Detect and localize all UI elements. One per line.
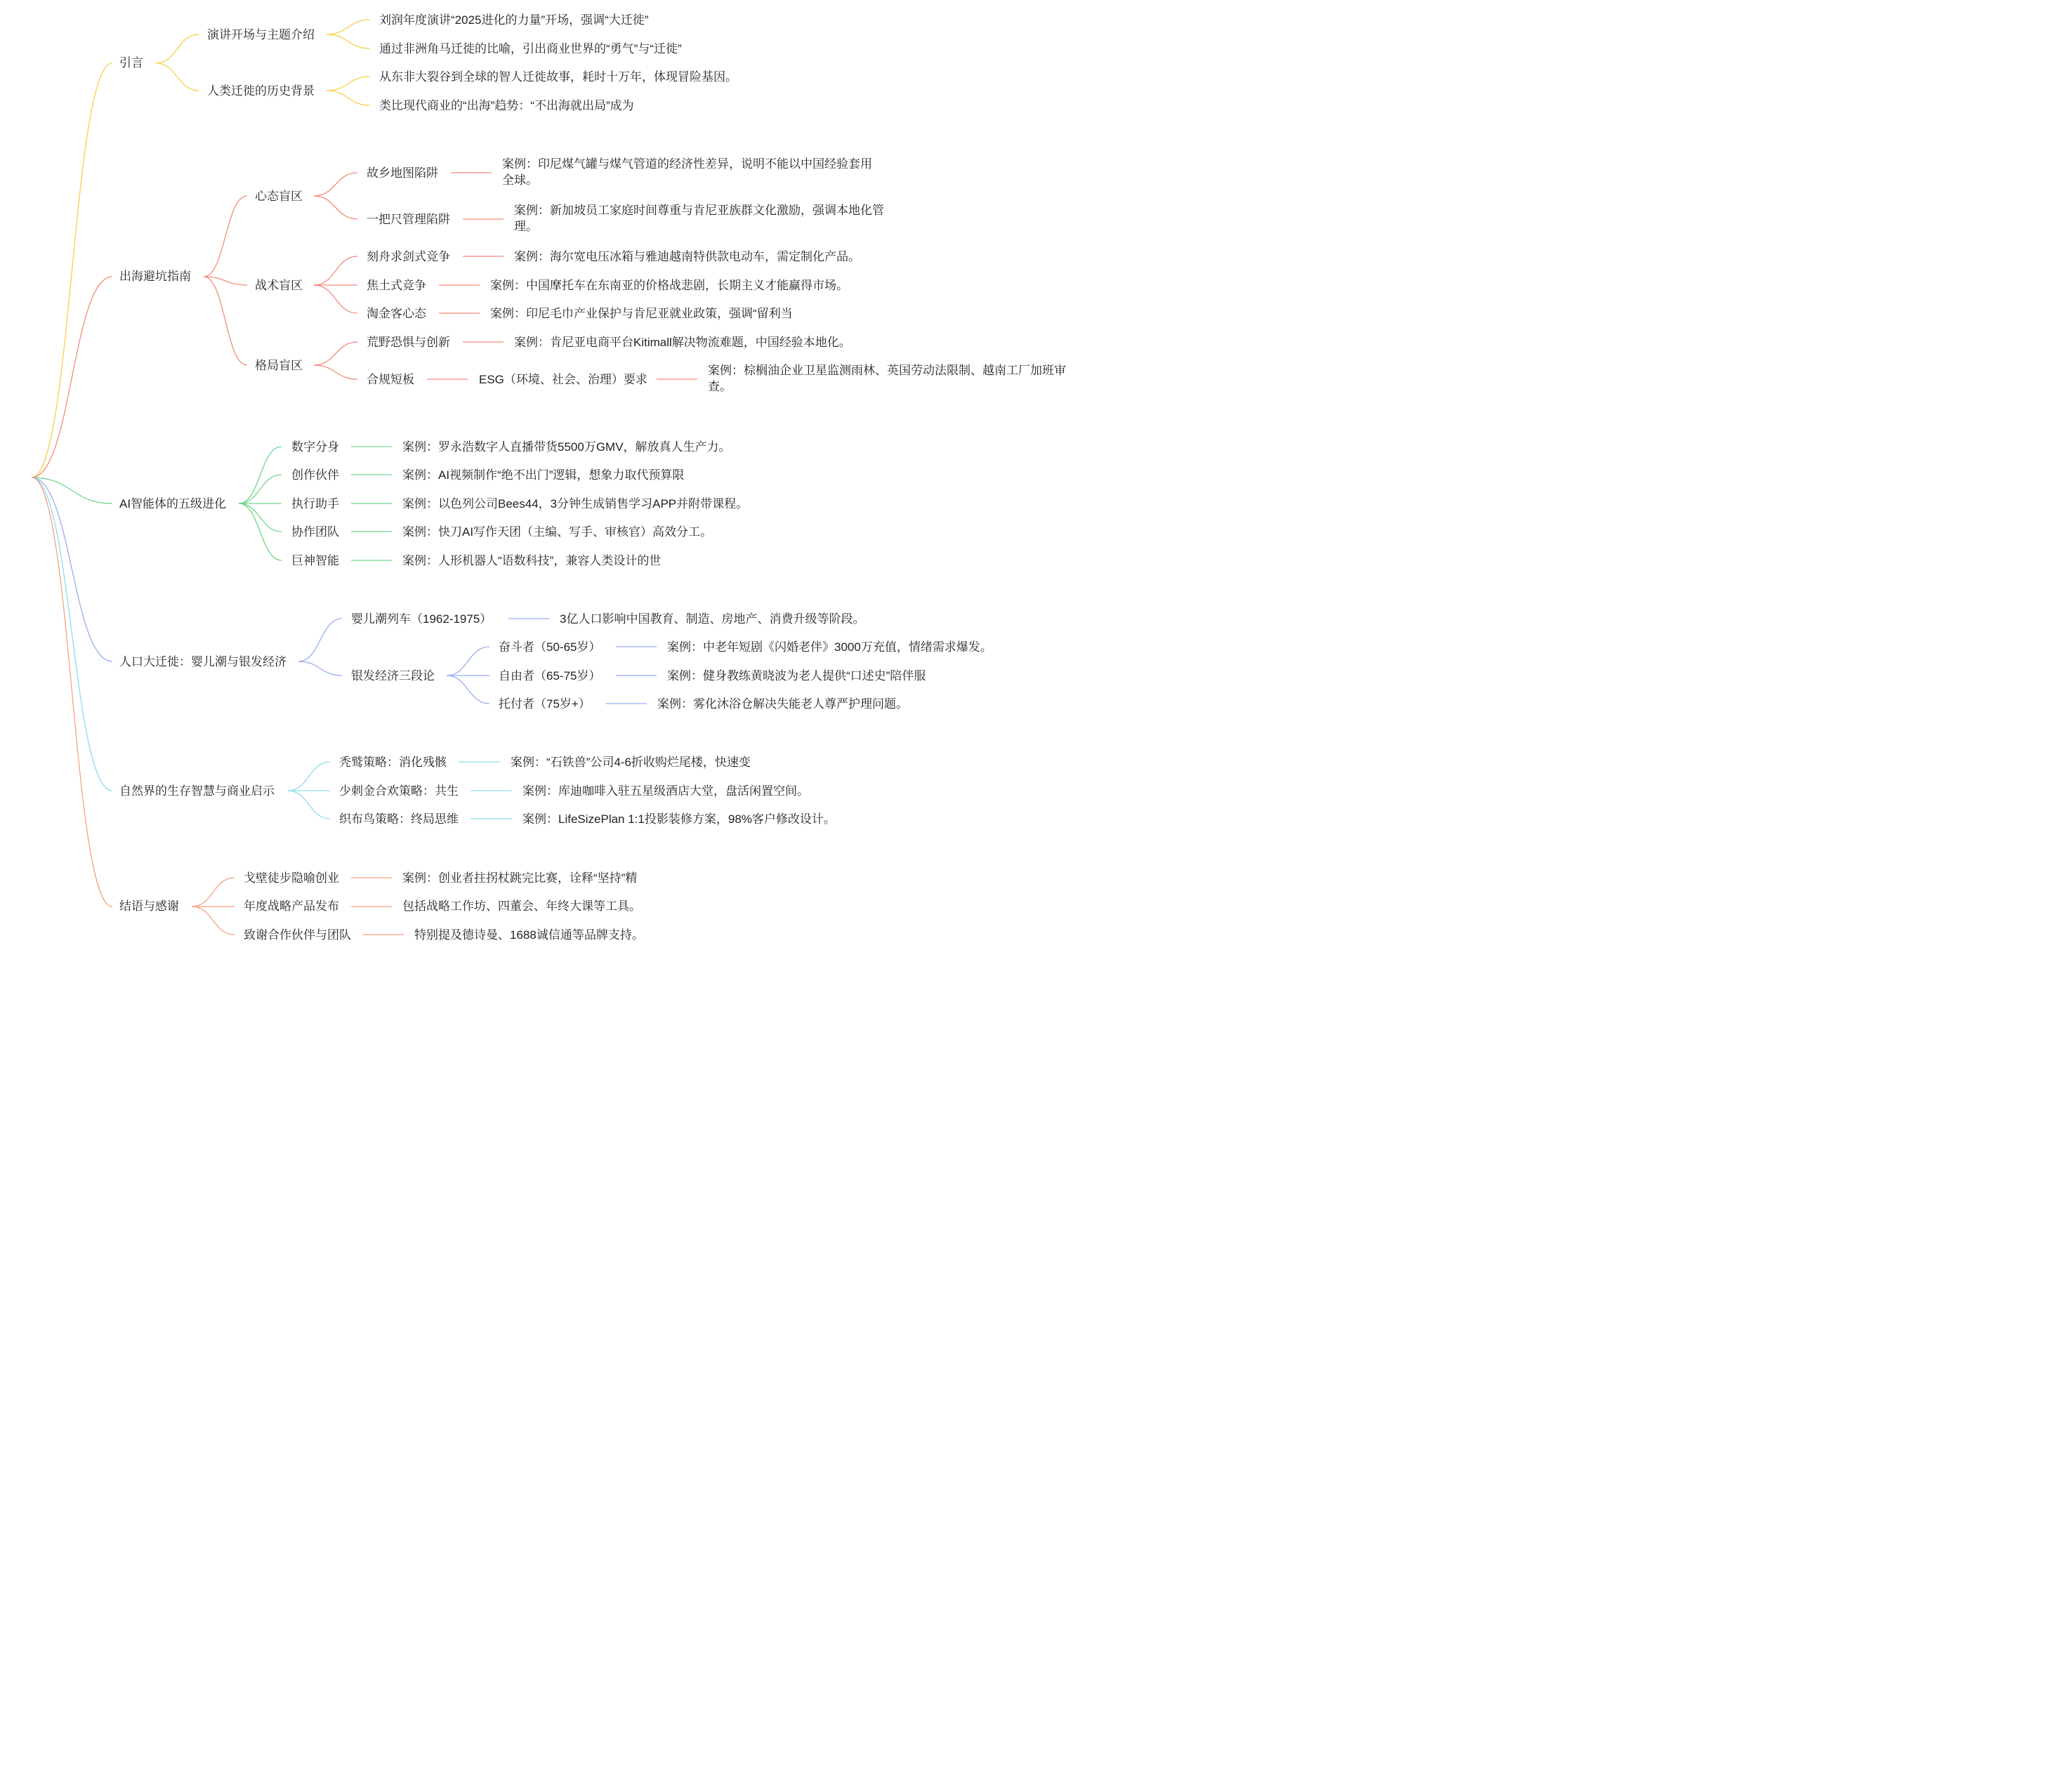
connector-curve	[314, 285, 357, 313]
leaf-nature-acacia: 案例：库迪咖啡入驻五星级酒店大堂，盘活闲置空间。	[522, 784, 809, 798]
connector-curve	[239, 503, 282, 560]
node-guide-wilderness: 荒野恐惧与创新	[367, 336, 450, 349]
connector-curve	[192, 907, 235, 935]
node-nature-weaver: 织布鸟策略：终局思维	[339, 812, 459, 826]
node-guide-esg: ESG（环境、社会、治理）要求	[479, 373, 647, 386]
leaf-guide-carve-boat: 案例：海尔宽电压冰箱与雅迪越南特供款电动车，需定制化产品。	[514, 250, 860, 263]
connector-curve	[288, 762, 330, 791]
connector-curve	[447, 676, 489, 704]
connector-curve	[32, 63, 112, 477]
leaf-ai-digital-twin: 案例：罗永浩数字人直播带货5500万GMV，解放真人生产力。	[402, 440, 731, 454]
leaf-guide-hometown-map: 案例：印尼煤气罐与煤气管道的经济性差异，说明不能以中国经验套用全球。	[502, 157, 872, 187]
connector-curve	[327, 91, 370, 105]
leaf-ai-team: 案例：快刀AI写作天团（主编、写手、审核官）高效分工。	[402, 525, 713, 539]
node-guide-carve-boat: 刻舟求剑式竞争	[367, 250, 450, 263]
connector-curve	[204, 196, 247, 277]
node-guide-one-ruler: 一把尺管理陷阱	[367, 213, 450, 226]
connector-curve	[204, 277, 247, 285]
connector-curve	[327, 34, 370, 48]
connector-curve	[192, 878, 235, 907]
connector-curve	[156, 63, 199, 91]
node-guide-tactics: 战术盲区	[255, 279, 303, 292]
node-guide-pattern: 格局盲区	[255, 359, 303, 372]
node-intro-opening: 演讲开场与主题介绍	[207, 28, 315, 41]
node-guide-scorched-earth: 焦土式竞争	[367, 279, 426, 292]
leaf-intro-opening-2: 通过非洲角马迁徙的比喻，引出商业世界的“勇气”与“迁徙”	[379, 42, 682, 55]
node-ai-creative-partner: 创作伙伴	[291, 468, 339, 482]
leaf-intro-history-1: 从东非大裂谷到全球的智人迁徙故事，耗时十万年，体现冒险基因。	[379, 70, 737, 84]
node-population: 人口大迁徙：婴儿潮与银发经济	[119, 655, 287, 668]
node-closing: 结语与感谢	[119, 900, 179, 913]
connector-curve	[327, 77, 370, 91]
connector-curve	[288, 791, 330, 819]
connector-curve	[32, 277, 112, 477]
leaf-population-striver: 案例：中老年短剧《闪婚老伴》3000万充值，情绪需求爆发。	[667, 640, 992, 654]
node-nature-vulture: 秃鹫策略：消化残骸	[339, 756, 447, 769]
connector-curve	[314, 196, 357, 219]
leaf-guide-scorched-earth: 案例：中国摩托车在东南亚的价格战悲剧，长期主义才能赢得市场。	[490, 279, 848, 292]
leaf-population-entrusted: 案例：雾化沐浴仓解决失能老人尊严护理问题。	[657, 697, 908, 711]
connector-curve	[314, 342, 357, 365]
connector-curve	[447, 647, 489, 676]
connector-curve	[239, 503, 282, 532]
node-ai-team: 协作团队	[291, 525, 339, 539]
connector-curve	[298, 619, 342, 661]
leaf-closing-products: 包括战略工作坊、四董会、年终大课等工具。	[402, 900, 641, 913]
leaf-population-free: 案例：健身教练黄晓波为老人提供“口述史”陪伴服	[667, 669, 926, 683]
connector-curve	[239, 475, 282, 503]
connector-curve	[32, 477, 112, 791]
connector-curve	[298, 661, 342, 676]
leaf-intro-history-2: 类比现代商业的“出海”趋势：“不出海就出局”成为	[379, 99, 634, 112]
node-ai: AI智能体的五级进化	[119, 497, 227, 510]
leaf-guide-gold-rush: 案例：印尼毛巾产业保护与肯尼亚就业政策，强调“留利当	[490, 307, 793, 320]
node-closing-gobi: 戈壁徒步隐喻创业	[244, 871, 339, 885]
node-ai-exec-assistant: 执行助手	[291, 497, 339, 510]
connector-curve	[32, 477, 112, 503]
leaf-closing-gobi: 案例：创业者拄拐杖跳完比赛，诠释“坚持”精	[402, 871, 638, 885]
leaf-nature-vulture: 案例：“石铁兽”公司4-6折收购烂尾楼，快速变	[511, 756, 751, 769]
node-nature-acacia: 少刺金合欢策略：共生	[339, 784, 459, 798]
leaf-population-baby-boom: 3亿人口影响中国教育、制造、房地产、消费升级等阶段。	[560, 612, 865, 626]
connector-curve	[327, 20, 370, 34]
leaf-ai-creative-partner: 案例：AI视频制作“绝不出门”逻辑，想象力取代预算限	[402, 468, 685, 482]
node-population-baby-boom: 婴儿潮列车（1962-1975）	[351, 612, 492, 626]
node-guide: 出海避坑指南	[119, 270, 191, 283]
node-population-silver: 银发经济三段论	[351, 669, 435, 683]
node-intro-history: 人类迁徙的历史背景	[207, 84, 315, 98]
connector-curve	[239, 447, 282, 503]
connector-curve	[32, 477, 112, 907]
node-nature: 自然界的生存智慧与商业启示	[119, 784, 275, 798]
leaf-guide-one-ruler: 案例：新加坡员工家庭时间尊重与肯尼亚族群文化激励，强调本地化管理。	[514, 204, 884, 233]
node-guide-mindset: 心态盲区	[255, 190, 303, 203]
node-intro: 引言	[119, 56, 143, 70]
node-population-striver: 奋斗者（50-65岁）	[499, 640, 601, 654]
connector-curve	[314, 365, 357, 379]
node-population-free: 自由者（65-75岁）	[499, 669, 601, 683]
node-ai-titan: 巨神智能	[291, 554, 339, 567]
leaf-guide-esg: 案例：棕榈油企业卫星监测雨林、英国劳动法限制、越南工厂加班审查。	[708, 364, 1066, 393]
node-guide-gold-rush: 淘金客心态	[367, 307, 426, 320]
connector-curve	[314, 173, 357, 196]
node-closing-thanks: 致谢合作伙伴与团队	[244, 928, 351, 942]
connector-curve	[156, 34, 199, 63]
node-guide-compliance: 合规短板	[367, 373, 414, 386]
node-guide-hometown-map: 故乡地图陷阱	[367, 166, 438, 180]
leaf-closing-thanks: 特别提及德诗曼、1688诚信通等品牌支持。	[414, 928, 644, 942]
connector-curve	[314, 256, 357, 285]
connector-curve	[204, 277, 247, 365]
leaf-ai-exec-assistant: 案例：以色列公司Bees44，3分钟生成销售学习APP并附带课程。	[402, 497, 749, 510]
node-population-entrusted: 托付者（75岁+）	[499, 697, 591, 711]
node-ai-digital-twin: 数字分身	[291, 440, 339, 454]
leaf-guide-wilderness: 案例：肯尼亚电商平台Kitimall解决物流难题，中国经验本地化。	[514, 336, 851, 349]
leaf-intro-opening-1: 刘润年度演讲“2025进化的力量”开场，强调“大迁徙”	[379, 13, 649, 27]
leaf-nature-weaver: 案例：LifeSizePlan 1:1投影装修方案，98%客户修改设计。	[522, 812, 836, 826]
leaf-ai-titan: 案例：人形机器人“语数科技”，兼容人类设计的世	[402, 554, 662, 567]
node-closing-products: 年度战略产品发布	[244, 900, 339, 913]
